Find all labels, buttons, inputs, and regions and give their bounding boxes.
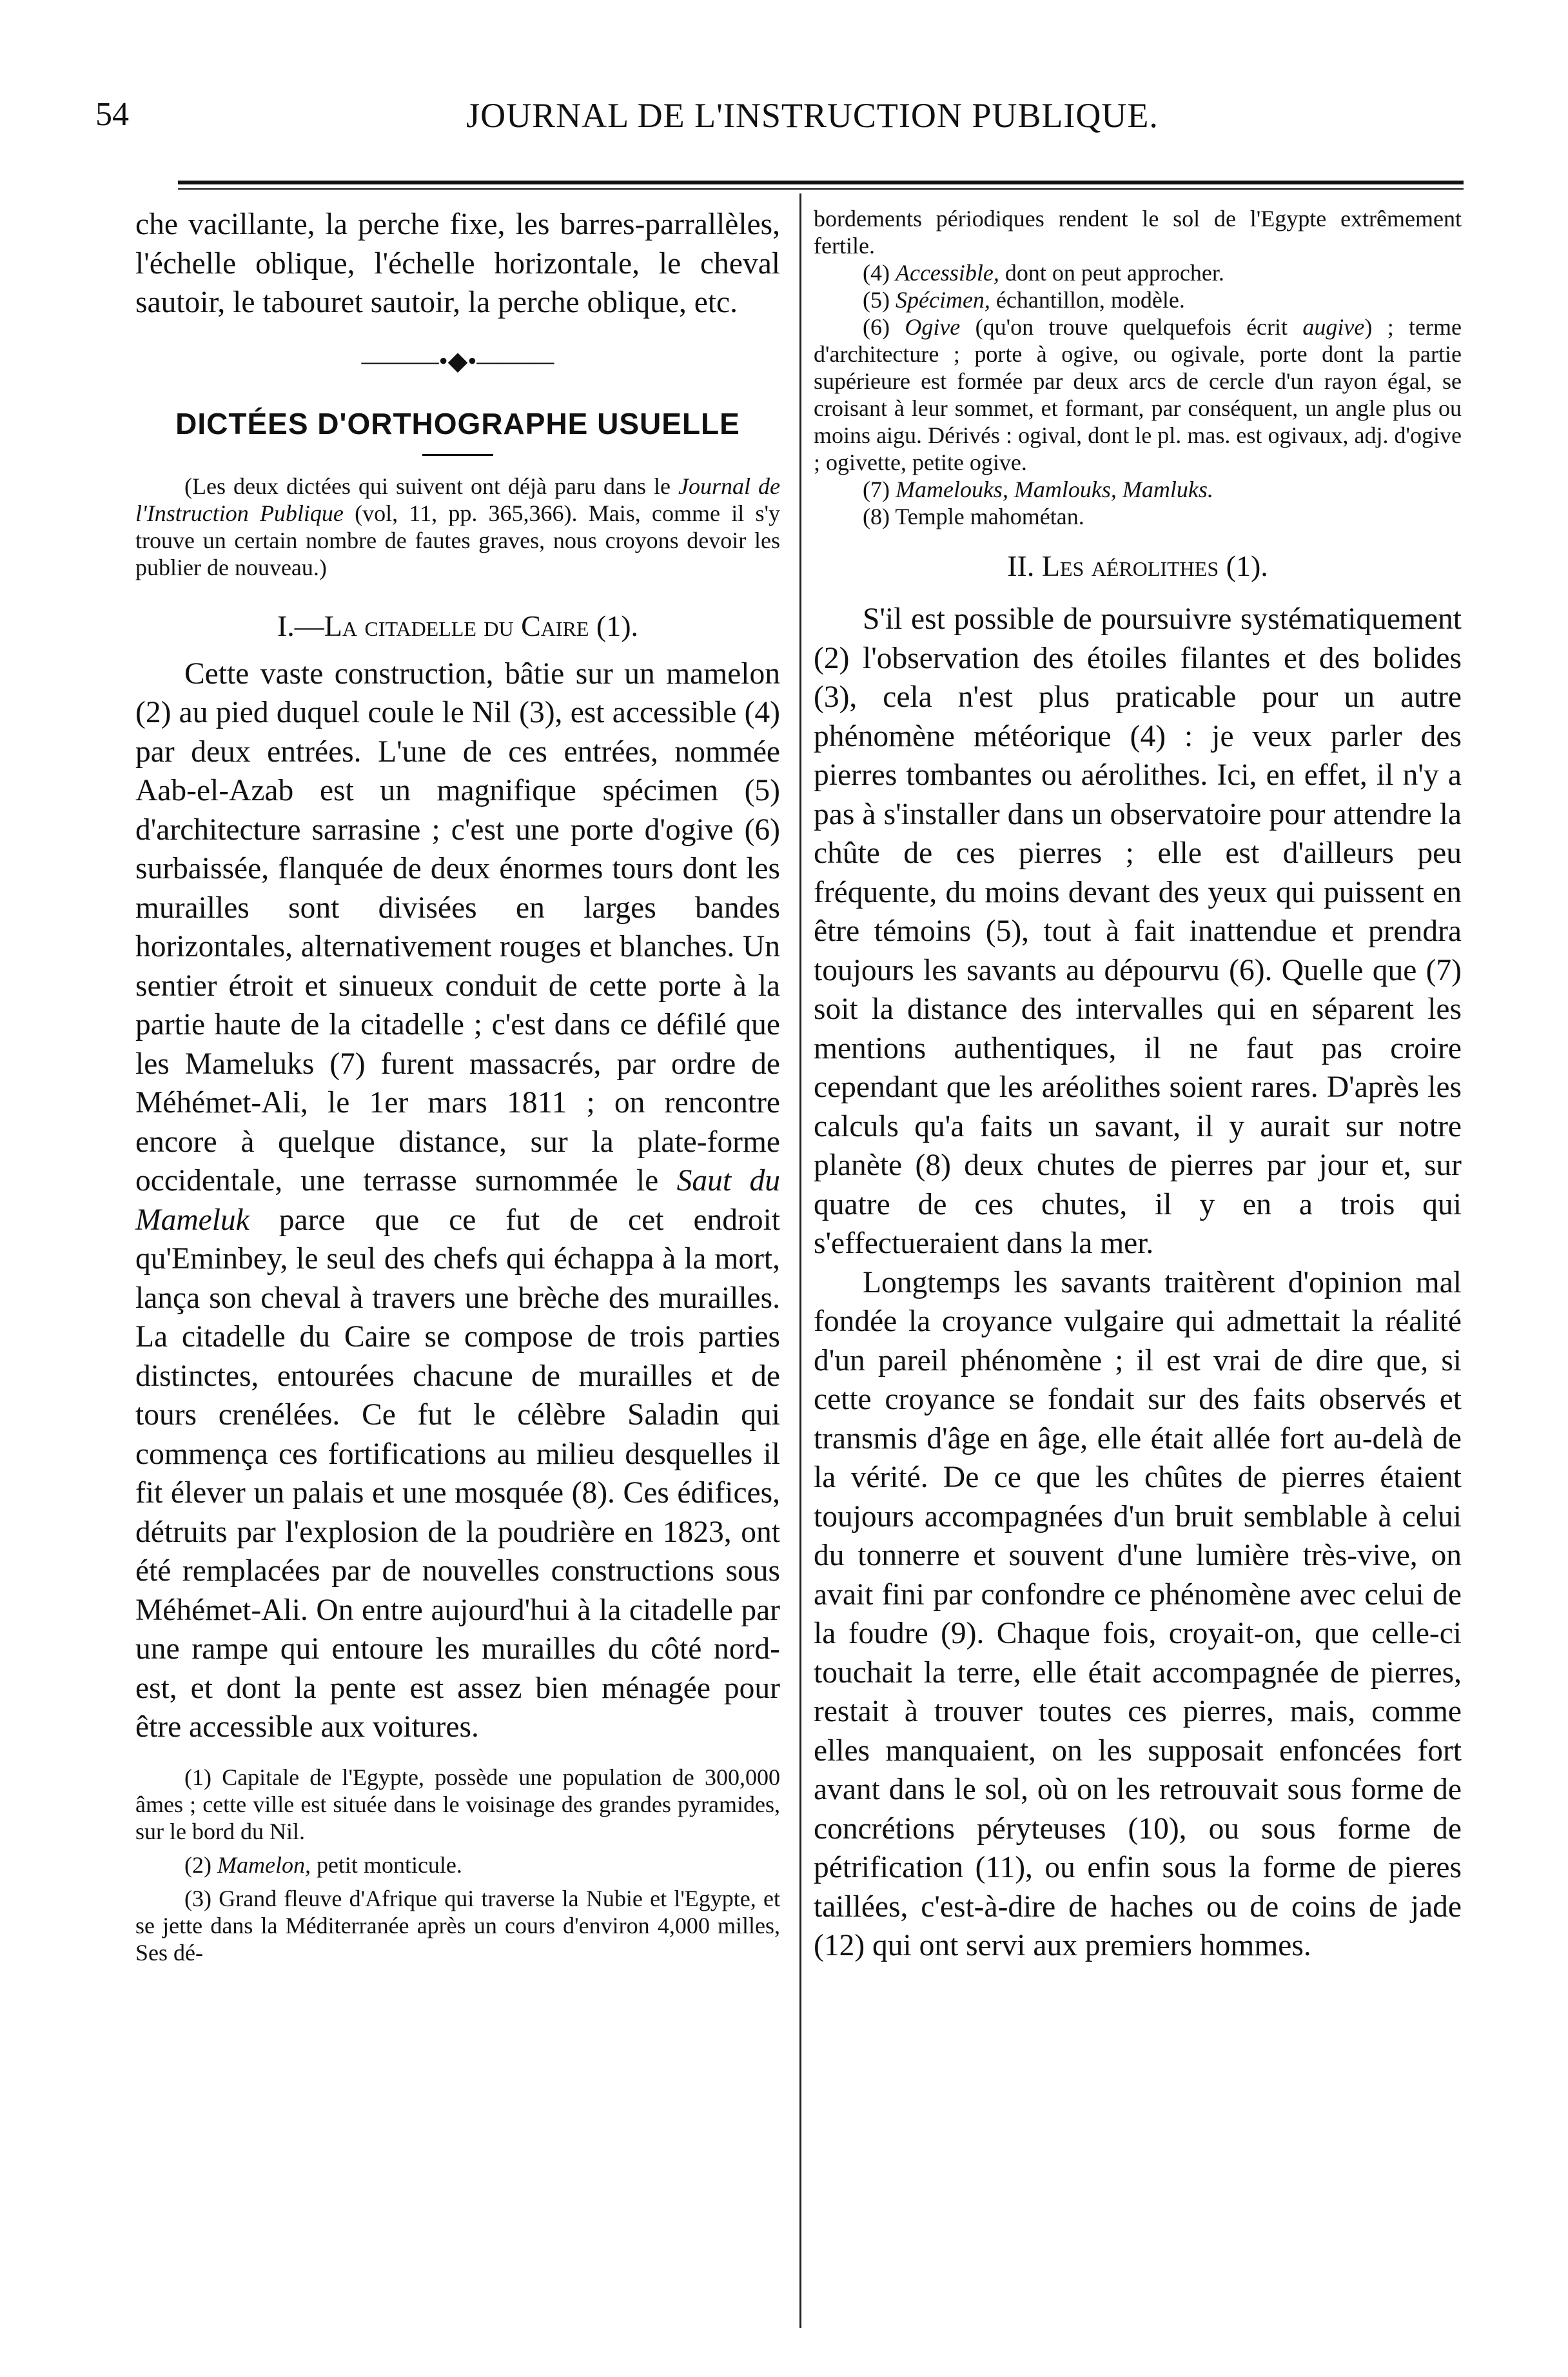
subheading-2-text: Les aérolithes	[1041, 549, 1219, 582]
footnote-6-part-b: (qu'on trouve quelquefois écrit	[960, 314, 1303, 340]
footnote-7-num: (7)	[863, 477, 896, 502]
aerolithes-paragraph-1: S'il est possible de poursuivre systématiquement (2) l'observation des étoiles filantes et des bolides (3), cela n'est plus praticable pour un autre phénomène météorique (4) : je veux parler des pierres tombantes ou aérolithes. Ici, en effet, il n'y a pas à s'installer dans un observatoire pour attendre la chûte de ces pierres ; elle est d'ailleurs peu fréquente, du moins devant des yeux qui puissent en être témoins (5), tout à fait inattendue et prendra toujours les savants au dépourvu (6). Quelle que (7) soit la distance des intervalles qui en séparent les mentions authentiques, il ne faut pas croire cependant que les aréolithes soient rares. D'après les calculs qu'a faits un savant, il y aurait sur notre planète (8) deux chutes de pierres par jour et, sur quatre de ces chutes, il y en a trois qui s'effectueraient dans la mer.	[814, 602, 1462, 1260]
intro-note-before: (Les deux dictées qui suivent ont déjà paru dans le	[184, 473, 678, 499]
header-rule-thin	[178, 188, 1464, 190]
opening-paragraph: che vacillante, la perche fixe, les barres-parrallèles, l'échelle oblique, l'échelle horizontale, le cheval sautoir, le tabouret sautoir, la perche oblique, etc.	[135, 208, 780, 319]
subheading-citadelle	[135, 607, 780, 646]
footnote-4-def: dont on peut approcher.	[999, 260, 1224, 286]
subheading-2-number: II.	[1007, 549, 1042, 582]
footnote-6-term: Ogive	[905, 314, 961, 340]
subheading-number: I.—	[277, 609, 324, 642]
footnote-2-term: Mamelon,	[217, 1851, 311, 1878]
main-paragraph-part2: parce que ce fut de cet endroit qu'Eminbey, le seul des chefs qui échappa à la mort, lança son cheval à travers une brèche des murailles. La citadelle du Caire se compose de trois parties distinctes, entourées chacune de murailles et de tours crenélées. Ce fut le célèbre Saladin qui commença ces fortifications au milieu desquelles il fit élever un palais et une mosquée (8). Ces édifices, détruits par l'explosion de la poudrière en 1823, ont été remplacées par de nouvelles constructions sous Méhémet-Ali. On entre aujourd'hui à la citadelle par une rampe qui entoure les murailles du côté nord-est, et dont la pente est assez bien ménagée pour être accessible aux voitures.	[135, 1203, 780, 1744]
footnote-4	[814, 259, 1462, 286]
short-rule	[422, 454, 493, 456]
footnote-2-num: (2)	[184, 1851, 217, 1878]
footnote-6-num: (6)	[863, 314, 905, 340]
right-column	[814, 205, 1462, 1966]
page-number: 54	[95, 96, 129, 133]
footnote-7	[814, 476, 1462, 503]
subheading-2-ref: (1).	[1219, 549, 1268, 582]
footnote-6-part-c: ) ; terme d'architecture ; porte à ogive, ou ogivale, porte dont la partie supérieure est formée par deux arcs de cercle d'un rayon égal, se croisant à leur sommet, et formant, par conséquent, un angle plus ou moins aigu. Dérivés : ogival, dont le pl. mas. est ogivaux, adj. d'ogive ; ogivette, petite ogive.	[814, 314, 1462, 475]
footnote-1: (1) Capitale de l'Egypte, possède une population de 300,000 âmes ; cette ville est située dans le voisinage des grandes pyramides, sur le bord du Nil.	[135, 1764, 780, 1844]
left-column	[135, 205, 780, 1973]
footnote-5-def: échantillon, modèle.	[990, 287, 1185, 313]
main-paragraph	[135, 655, 780, 1747]
footnote-3: (3) Grand fleuve d'Afrique qui traverse la Nubie et l'Egypte, et se jette dans la Méditerranée après un cours d'environ 4,000 milles, Ses dé-	[135, 1885, 780, 1966]
footnote-3-cont: bordements périodiques rendent le sol de l'Egypte extrêmement fertile.	[814, 206, 1462, 259]
footnotes-right	[814, 205, 1462, 530]
intro-note	[135, 473, 780, 581]
column-divider	[799, 193, 801, 2328]
subheading-text: La citadelle du Caire	[324, 609, 589, 642]
main-paragraph-part1: Cette vaste construction, bâtie sur un mamelon (2) au pied duquel coule le Nil (3), est accessible (4) par deux entrées. L'une de ces entrées, nommée Aab-el-Azab est un magnifique spécimen (5) d'architecture sarrasine ; c'est une porte d'ogive (6) surbaissée, flanquée de deux énormes tours dont les murailles sont divisées en larges bandes horizontales, alternativement rouges et blanches. Un sentier étroit et sinueux conduit de cette porte à la partie haute de la citadelle ; c'est dans ce défilé que les Mameluks (7) furent massacrés, par ordre de Méhémet-Ali, le 1er mars 1811 ; on rencontre encore à quelque distance, sur la plate-forme occidentale, une terrasse surnommée le	[135, 656, 780, 1198]
footnote-5	[814, 286, 1462, 313]
footnote-4-term: Accessible,	[895, 260, 999, 286]
main-paragraph-italic: Saut du Mameluk	[135, 1164, 781, 1237]
ornament-divider: ———•◆•———	[361, 346, 554, 375]
intro-note-after: (vol, 11, pp. 365,366). Mais, comme il s'y trouve un certain nombre de fautes graves, nous croyons devoir les publier de nouveau.)	[135, 500, 780, 580]
footnote-5-num: (5)	[863, 287, 896, 313]
section-title: DICTÉES D'ORTHOGRAPHE USUELLE	[175, 406, 740, 440]
running-title: JOURNAL DE L'INSTRUCTION PUBLIQUE.	[466, 96, 1159, 135]
footnote-8: (8) Temple mahométan.	[863, 504, 1084, 529]
footnote-2	[135, 1851, 780, 1879]
aerolithes-paragraph-2: Longtemps les savants traitèrent d'opinion mal fondée la croyance vulgaire qui admettait la réalité d'un pareil phénomène ; il est vrai de dire que, si cette croyance se fondait sur des faits observés et transmis d'âge en âge, elle était allée fort au-delà de la vérité. De ce que les chûtes de pierres étaient toujours accompagnées d'un bruit semblable à celui du tonnerre et souvent d'une lumière très-vive, on avait fini par confondre ce phénomène avec celui de la foudre (9). Chaque fois, croyait-on, que celle-ci touchait la terre, elle était accompagnée de pierres, restait à trouver toutes ces pierres, mais, comme elles manquaient, on les supposait enfoncées fort avant dans le sol, où on les retrouvait sous forme de concrétions péryteuses (10), ou sous forme de pétrification (11), ou enfin sous la forme de pieres taillées, c'est-à-dire de haches ou de coins de jade (12) qui ont servi aux premiers hommes.	[814, 1265, 1462, 1962]
footnote-6	[814, 313, 1462, 476]
subheading-aerolithes	[814, 547, 1462, 586]
footnote-6-alt: augive	[1302, 314, 1365, 340]
footnote-2-def: petit monticule.	[310, 1851, 462, 1878]
intro-note-journal: Journal de l'Instruction Publique	[135, 473, 780, 526]
footnote-7-terms: Mamelouks, Mamlouks, Mamluks.	[895, 477, 1213, 502]
footnote-5-term: Spécimen,	[895, 287, 990, 313]
footnotes-left	[135, 1764, 780, 1966]
footnote-4-num: (4)	[863, 260, 896, 286]
header-rule	[178, 181, 1464, 184]
subheading-ref: (1).	[589, 609, 639, 642]
